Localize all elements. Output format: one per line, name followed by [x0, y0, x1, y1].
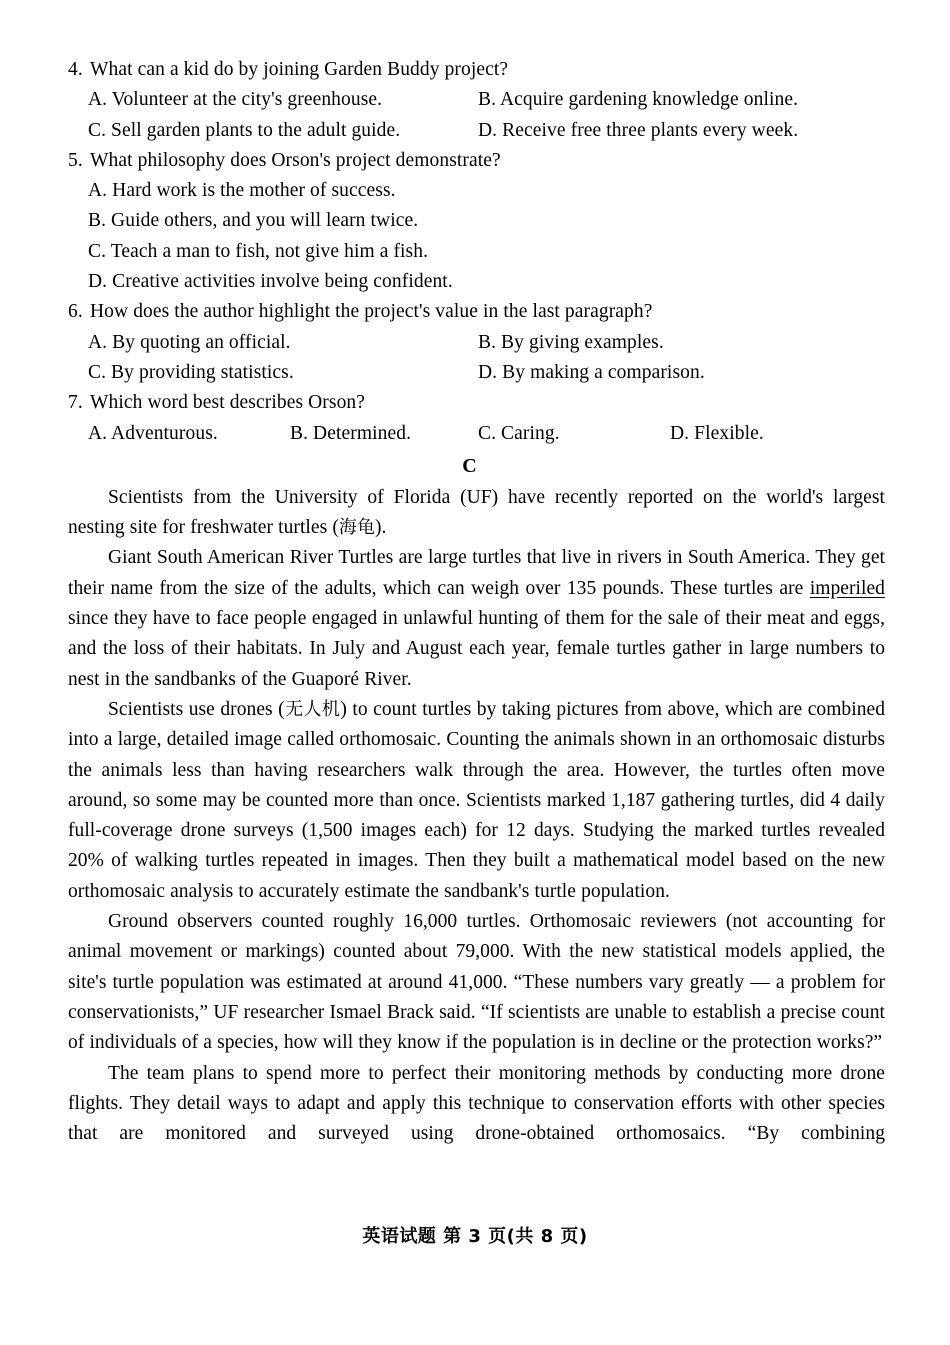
passage-p2-part-1: Giant South American River Turtles are large turtles that live in rivers in South America. They get their name from the size of the adults, which can weigh over 135 pounds. These turtles are	[68, 547, 885, 599]
passage-p5-text: The team plans to spend more to perfect their monitoring methods by conducting more drone flights. They detail ways to adapt and apply this technique to conservation efforts with other species that are monitored and surveyed using drone-obtained orthomosaics. “By combining	[68, 1062, 885, 1145]
question-4-option-b[interactable]: B. Acquire gardening knowledge online.	[478, 89, 799, 111]
question-6-options-row-2	[68, 358, 885, 388]
question-7	[68, 388, 885, 449]
question-4-option-d[interactable]: D. Receive free three plants every week.	[478, 119, 799, 141]
question-4-stem	[68, 55, 885, 85]
question-6-option-d[interactable]: D. By making a comparison.	[478, 361, 705, 383]
question-5	[68, 146, 885, 297]
question-6-option-c[interactable]: C. By providing statistics.	[88, 361, 294, 383]
question-7-option-b[interactable]: B. Determined.	[290, 422, 412, 444]
question-5-text: What philosophy does Orson's project demonstrate?	[90, 149, 501, 171]
passage-p4-text: Ground observers counted roughly 16,000 turtles. Orthomosaic reviewers (not accounting for animal movement or markings) counted about 79,000. With the new statistical models applied, the site's turtle population was estimated at around 41,000. “These numbers vary greatly — a problem for conservationists,” UF researcher Ismael Brack said. “If scientists are unable to establish a precise count of individuals of a species, how will they know if the population is in decline or the protection works?”	[68, 911, 885, 1054]
question-6	[68, 297, 885, 388]
question-7-number: 7.	[68, 392, 83, 414]
question-5-options-row-3	[68, 237, 885, 267]
section-letter-c: C	[462, 454, 477, 477]
question-4-number: 4.	[68, 59, 83, 80]
question-7-options-row-1	[68, 419, 885, 449]
passage-p1-chinese-gloss: 海龟	[338, 517, 375, 539]
question-5-options-row-1	[68, 176, 885, 206]
question-6-number: 6.	[68, 301, 83, 323]
question-5-number: 5.	[68, 149, 83, 171]
question-4-options-row-2	[68, 116, 885, 146]
passage-paragraph-4	[68, 907, 885, 1058]
page-footer: 英语试题 第 3 页(共 8 页)	[362, 1226, 588, 1247]
question-4-text: What can a kid do by joining Garden Buddy project?	[90, 59, 509, 80]
question-6-text: How does the author highlight the project's value in the last paragraph?	[90, 301, 653, 323]
question-6-stem	[68, 297, 885, 327]
passage-p2-part-3: since they have to face people engaged in unlawful hunting of them for the sale of their meat and eggs, and the loss of their habitats. In July and August each year, female turtles gather in large numbers to nest in the sandbanks of the Guaporé River.	[68, 608, 885, 690]
question-7-option-d[interactable]: D. Flexible.	[670, 422, 764, 444]
passage-paragraph-3	[68, 695, 885, 907]
passage-p3-part-1: Scientists use drones (	[108, 698, 285, 720]
question-5-options-row-2	[68, 206, 885, 236]
passage-paragraph-2	[68, 543, 885, 694]
reading-passage	[68, 483, 885, 1150]
question-6-options-row-1	[68, 328, 885, 358]
question-5-option-a[interactable]: A. Hard work is the mother of success.	[88, 180, 396, 202]
passage-paragraph-1	[68, 483, 885, 544]
question-4	[68, 55, 885, 146]
question-5-stem	[68, 146, 885, 176]
question-5-option-b[interactable]: B. Guide others, and you will learn twice.	[88, 210, 419, 232]
passage-paragraph-5	[68, 1059, 885, 1150]
question-7-option-a[interactable]: A. Adventurous.	[88, 422, 218, 444]
question-5-option-c[interactable]: C. Teach a man to fish, not give him a fish.	[88, 240, 429, 262]
question-5-option-d[interactable]: D. Creative activities involve being confident.	[88, 271, 453, 293]
question-6-option-a[interactable]: A. By quoting an official.	[88, 331, 291, 353]
question-7-option-c[interactable]: C. Caring.	[478, 422, 560, 444]
question-4-options-row-1	[68, 85, 885, 115]
question-4-option-a[interactable]: A. Volunteer at the city's greenhouse.	[88, 89, 383, 111]
question-5-options-row-4	[68, 267, 885, 297]
passage-p3-chinese-gloss: 无人机	[284, 698, 341, 720]
question-7-text: Which word best describes Orson?	[90, 392, 366, 414]
passage-p1-part-1: Scientists from the University of Florida (UF) have recently reported on the world's largest nesting site for freshwater turtles (	[68, 486, 885, 539]
question-6-option-b[interactable]: B. By giving examples.	[478, 331, 664, 353]
passage-p2-underlined-word: imperiled	[809, 577, 885, 599]
question-7-stem	[68, 388, 885, 418]
passage-p1-part-3: ).	[375, 517, 387, 539]
question-4-option-c[interactable]: C. Sell garden plants to the adult guide.	[88, 119, 401, 141]
passage-p3-part-3: ) to count turtles by taking pictures from above, which are combined into a large, detailed image called orthomosaic. Counting the animals shown in an orthomosaic disturbs the animals less than having researchers walk through the area. However, the turtles often move around, so some may be counted more than once. Scientists marked 1,187 gathering turtles, did 4 daily full-coverage drone surveys (1,500 images each) for 12 days. Studying the marked turtles revealed 20% of walking turtles repeated in images. Then they built a mathematical model based on the new orthomosaic analysis to accurately estimate the sandbank's turtle population.	[68, 698, 885, 902]
